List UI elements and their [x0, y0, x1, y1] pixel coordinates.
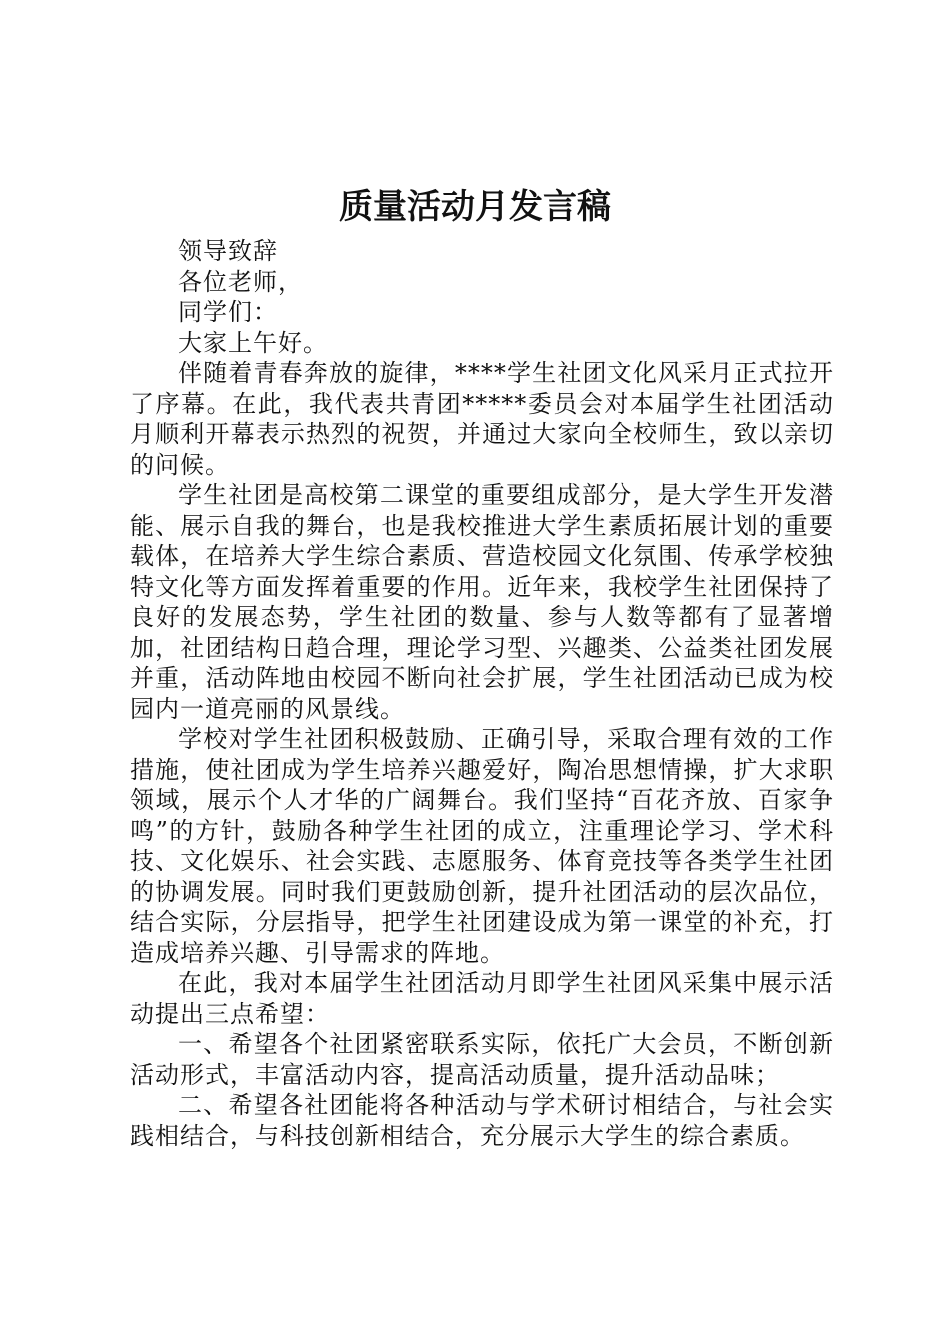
- paragraph-school-support: 学校对学生社团积极鼓励、正确引导，采取合理有效的工作措施，使社团成为学生培养兴趣爱好，陶冶思想情操，扩大求职领域，展示个人才华的广阔舞台。我们坚持“百花齐放、百家争鸣”的方针，鼓励各种学生社团的成立，注重理论学习、学术科技、文化娱乐、社会实践、志愿服务、体育竞技等各类学生社团的协调发展。同时我们更鼓励创新，提升社团活动的层次品位，结合实际，分层指导，把学生社团建设成为第一课堂的补充，打造成培养兴趣、引导需求的阵地。: [130, 725, 834, 967]
- paragraph-salutation-students: 同学们：: [178, 298, 278, 326]
- document-title: 质量活动月发言稿: [339, 187, 611, 227]
- paragraph-good-morning: 大家上午好。: [178, 328, 328, 357]
- paragraph-salutation-teachers: 各位老师，: [178, 267, 303, 296]
- paragraph-three-hopes-intro: 在此，我对本届学生社团活动月即学生社团风采集中展示活动提出三点希望：: [130, 969, 834, 1028]
- document-body: [130, 236, 834, 1151]
- paragraph-opening: 伴随着青春奔放的旋律，****学生社团文化风采月正式拉开了序幕。在此，我代表共青团*****委员会对本届学生社团活动月顺利开幕表示热烈的祝贺，并通过大家向全校师生，致以亲切的问候。: [130, 359, 834, 479]
- paragraph-greeting-heading: 领导致辞: [178, 237, 278, 265]
- paragraph-hope-one: 一、希望各个社团紧密联系实际，依托广大会员，不断创新活动形式，丰富活动内容，提高活动质量，提升活动品味；: [130, 1030, 834, 1089]
- paragraph-clubs-importance: 学生社团是高校第二课堂的重要组成部分，是大学生开发潜能、展示自我的舞台，也是我校推进大学生素质拓展计划的重要载体，在培养大学生综合素质、营造校园文化氛围、传承学校独特文化等方面发挥着重要的作用。近年来，我校学生社团保持了良好的发展态势，学生社团的数量、参与人数等都有了显著增加，社团结构日趋合理，理论学习型、兴趣类、公益类社团发展并重，活动阵地由校园不断向社会扩展，学生社团活动已成为校园内一道亮丽的风景线。: [130, 481, 834, 723]
- paragraph-hope-two: 二、希望各社团能将各种活动与学术研讨相结合，与社会实践相结合，与科技创新相结合，充分展示大学生的综合素质。: [130, 1091, 834, 1150]
